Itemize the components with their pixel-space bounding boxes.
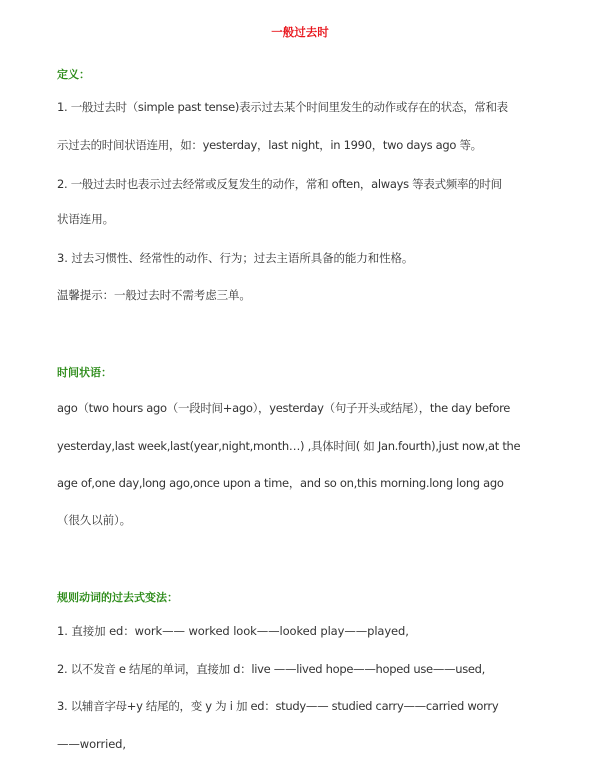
definition-line-2: 示过去的时间状语连用，如：yesterday，last night，in 1990，two days ago 等。 bbox=[57, 138, 482, 152]
regular-verbs-line-4: ——worried, bbox=[57, 737, 126, 751]
time-adverbials-line-4: （很久以前）。 bbox=[57, 513, 132, 527]
regular-verbs-line-2: 2. 以不发音 e 结尾的单词，直接加 d：live ——lived hope——hoped use——used, bbox=[57, 662, 486, 676]
time-adverbials-line-3: age of,one day,long ago,once upon a time，and so on,this morning.long long ago bbox=[57, 476, 504, 490]
definition-line-4: 状语连用。 bbox=[57, 212, 114, 226]
regular-verbs-heading: 规则动词的过去式变法： bbox=[57, 591, 178, 604]
definition-line-5: 3. 过去习惯性、经常性的动作、行为；过去主语所具备的能力和性格。 bbox=[57, 251, 414, 265]
definition-tip: 温馨提示：一般过去时不需考虑三单。 bbox=[57, 288, 251, 302]
document-title: 一般过去时 bbox=[271, 25, 329, 39]
time-adverbials-heading: 时间状语： bbox=[57, 366, 112, 379]
definition-heading: 定义： bbox=[57, 68, 90, 81]
definition-line-3: 2. 一般过去时也表示过去经常或反复发生的动作，常和 often，always 等表式频率的时间 bbox=[57, 177, 502, 191]
definition-line-1: 1. 一般过去时（simple past tense)表示过去某个时间里发生的动作或存在的状态，常和表 bbox=[57, 100, 508, 114]
time-adverbials-line-1: ago（two hours ago（一段时间+ago），yesterday（句子开头或结尾），the day before bbox=[57, 401, 511, 415]
regular-verbs-line-1: 1. 直接加 ed：work—— worked look——looked play——played, bbox=[57, 624, 409, 638]
regular-verbs-line-3: 3. 以辅音字母+y 结尾的，变 y 为 i 加 ed：study—— studied carry——carried worry bbox=[57, 699, 499, 713]
time-adverbials-line-2: yesterday,last week,last(year,night,month…) ,具体时间( 如 Jan.fourth),just now,at the bbox=[57, 439, 521, 453]
